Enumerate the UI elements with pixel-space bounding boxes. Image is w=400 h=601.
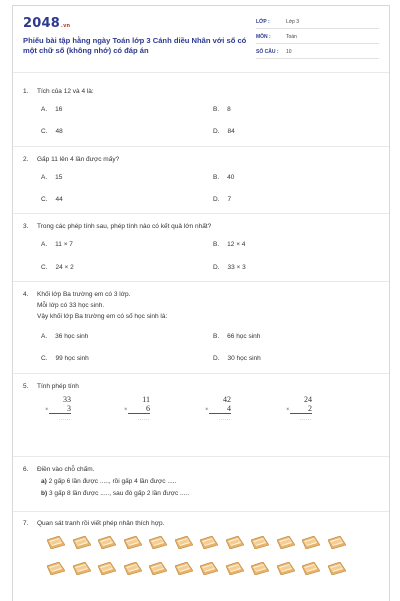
option-c[interactable]: C. 24 × 2 (41, 264, 74, 271)
document-title: Phiếu bài tập hằng ngày Toán lớp 3 Cánh diều Nhân với số có một chữ số (không nhớ) có đáp án (23, 36, 247, 55)
option-a[interactable]: A. 16 (41, 106, 63, 113)
question-divider (13, 146, 389, 147)
cake-slice-icon (47, 536, 65, 549)
cake-slice-icon (251, 536, 269, 549)
header-divider (13, 72, 389, 73)
cake-slice-icon (302, 562, 320, 575)
cake-slice-icon (328, 562, 346, 575)
option-a[interactable]: A. 11 × 7 (41, 241, 73, 248)
option-d[interactable]: D. 33 × 3 (213, 264, 246, 271)
cake-slice-icon (226, 536, 244, 549)
cake-slice-icon (302, 536, 320, 549)
worksheet-page: 2048.vn Phiếu bài tập hằng ngày Toán lớp 3 Cánh diều Nhân với số có một chữ số (không nhớ) có đáp án LỚP : Lớp 3 MÔN : Toán SỐ CÂU : 10 1. Tích của 12 và 4 là: A. 16 B. 8 C. 48 D. 84 2. Gấp 11 lên 4 lần được mấy? A. 15 B. 40 C. 44 D. 7 3. Trong các phép tính sau, phép tính nào có kết quả lớn nhất? A. 11 × 7 B. 12 × 4 C. 24 × 2 D. 33 × 3 4. Khối lớp Ba trường em có 3 lớp. Mỗi lớp có 33 học sinh. Vậy khối lớp Ba trường em có số học sinh là: A. 36 học sinh B. 66 học sinh C. 99 học sinh D. 30 học sinh 5. Tính phép tính 33 × 3 ...... 11 × 6 ...... 42 × 4 ...... 24 × 2 ...... 6. Điền vào chỗ chấm. a) 2 gấp 6 lần được ....., rồi gấp 4 lần được ..... b) 3 gấp 8 lần được ....., sau đó gấp 2 lần được ..... 7. Quan sát tranh rồi viết phép nhân thích hợp. (12, 5, 390, 601)
option-a[interactable]: A. 15 (41, 174, 63, 181)
multiplication-2: 11 × 6 ...... (124, 395, 150, 422)
meta-class: LỚP : Lớp 3 (256, 16, 379, 29)
fill-item-b[interactable]: b) 3 gấp 8 lần được ....., sau đó gấp 2 lần được ..... (41, 490, 190, 497)
meta-subject: MÔN : Toán (256, 31, 379, 44)
cake-slice-icon (200, 562, 218, 575)
cake-slice-icon (200, 536, 218, 549)
worksheet-header (13, 6, 389, 68)
multiplication-4: 24 × 2 ...... (286, 395, 312, 422)
fill-item-a[interactable]: a) 2 gấp 6 lần được ....., rồi gấp 4 lần được ..... (41, 478, 177, 485)
option-d[interactable]: D. 30 học sinh (213, 355, 261, 362)
cake-slice-icon (175, 562, 193, 575)
option-b[interactable]: B. 66 học sinh (213, 333, 261, 340)
question-divider (13, 281, 389, 282)
cake-slice-icon (124, 562, 142, 575)
meta-question-count: SỐ CÂU : 10 (256, 46, 379, 59)
cake-slice-icon (149, 536, 167, 549)
option-c[interactable]: C. 44 (41, 196, 63, 203)
cake-slice-icon (124, 536, 142, 549)
question-divider (13, 511, 389, 512)
option-b[interactable]: B. 12 × 4 (213, 241, 246, 248)
cake-slice-icon (73, 562, 91, 575)
cake-slice-icon (73, 536, 91, 549)
cake-slice-icon (226, 562, 244, 575)
option-b[interactable]: B. 40 (213, 174, 235, 181)
cake-slice-icon (328, 536, 346, 549)
logo: 2048.vn (23, 16, 71, 31)
option-c[interactable]: C. 48 (41, 128, 63, 135)
cake-slice-icon (277, 562, 295, 575)
cake-slice-icon (175, 536, 193, 549)
question-divider (13, 456, 389, 457)
option-b[interactable]: B. 8 (213, 106, 231, 113)
question-divider (13, 373, 389, 374)
cake-slice-icon (149, 562, 167, 575)
multiplication-1: 33 × 3 ...... (45, 395, 71, 422)
cake-slice-icon (47, 562, 65, 575)
option-c[interactable]: C. 99 học sinh (41, 355, 89, 362)
multiplication-3: 42 × 4 ...... (205, 395, 231, 422)
question-divider (13, 213, 389, 214)
cake-slice-icon (277, 536, 295, 549)
option-d[interactable]: D. 7 (213, 196, 232, 203)
cake-slice-icon (98, 536, 116, 549)
cake-slice-icon (98, 562, 116, 575)
option-a[interactable]: A. 36 học sinh (41, 333, 89, 340)
cake-slice-icon (251, 562, 269, 575)
option-d[interactable]: D. 84 (213, 128, 235, 135)
